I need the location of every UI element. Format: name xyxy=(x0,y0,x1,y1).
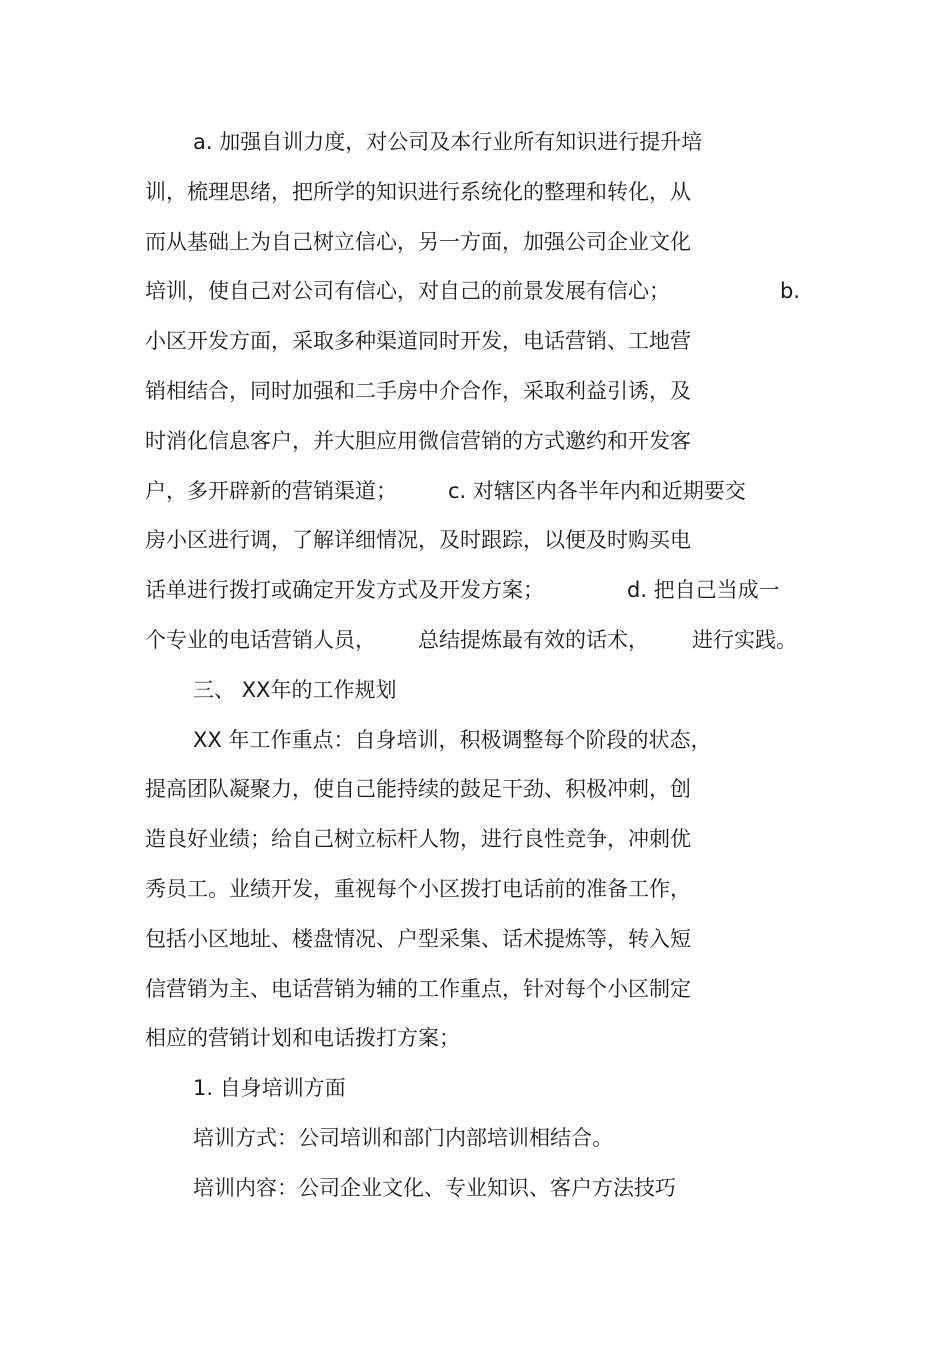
list-marker-b: b. xyxy=(780,279,801,303)
paragraph-line: 训，梳理思绪，把所学的知识进行系统化的整理和转化，从 xyxy=(145,180,691,204)
paragraph-line: 包括小区地址、楼盘情况、户型采集、话术提炼等，转入短 xyxy=(145,927,691,951)
paragraph-line: 提高团队凝聚力，使自己能持续的鼓足干劲、积极冲刺，创 xyxy=(145,777,691,801)
paragraph-line: 话单进行拨打或确定开发方式及开发方案； xyxy=(145,578,544,602)
section-heading: 三、 XX年的工作规划 xyxy=(193,678,397,702)
paragraph-line: 培训，使自己对公司有信心，对自己的前景发展有信心； xyxy=(145,279,670,303)
paragraph-line: 房小区进行调，了解详细情况，及时跟踪，以便及时购买电 xyxy=(145,528,691,552)
list-item-c: c. 对辖区内各半年内和近期要交 xyxy=(448,479,746,503)
paragraph-line: 培训内容：公司企业文化、专业知识、客户方法技巧 xyxy=(193,1176,676,1200)
paragraph-line: 而从基础上为自己树立信心，另一方面，加强公司企业文化 xyxy=(145,230,691,254)
paragraph-line: 造良好业绩；给自己树立标杆人物，进行良性竞争，冲刺优 xyxy=(145,827,691,851)
paragraph-line: 培训方式：公司培训和部门内部培训相结合。 xyxy=(193,1126,613,1150)
paragraph-fragment: 进行实践。 xyxy=(692,628,797,652)
paragraph-line: 秀员工。业绩开发，重视每个小区拨打电话前的准备工作， xyxy=(145,877,691,901)
paragraph-line: 信营销为主、电话营销为辅的工作重点，针对每个小区制定 xyxy=(145,977,691,1001)
subsection-heading: 1. 自身培训方面 xyxy=(193,1076,346,1100)
paragraph-line: a. 加强自训力度，对公司及本行业所有知识进行提升培 xyxy=(193,130,703,154)
paragraph-line: 户，多开辟新的营销渠道； xyxy=(145,479,397,503)
paragraph-line: 小区开发方面，采取多种渠道同时开发，电话营销、工地营 xyxy=(145,329,691,353)
list-item-d: d. 把自己当成一 xyxy=(627,578,780,602)
paragraph-line: 销相结合，同时加强和二手房中介合作，采取利益引诱，及 xyxy=(145,379,691,403)
paragraph-fragment: 总结提炼最有效的话术， xyxy=(418,628,649,652)
paragraph-line: 时消化信息客户，并大胆应用微信营销的方式邀约和开发客 xyxy=(145,429,691,453)
paragraph-line: XX 年工作重点：自身培训，积极调整每个阶段的状态， xyxy=(193,728,712,752)
paragraph-line: 相应的营销计划和电话拨打方案； xyxy=(145,1026,460,1050)
paragraph-line: 个专业的电话营销人员， xyxy=(145,628,376,652)
